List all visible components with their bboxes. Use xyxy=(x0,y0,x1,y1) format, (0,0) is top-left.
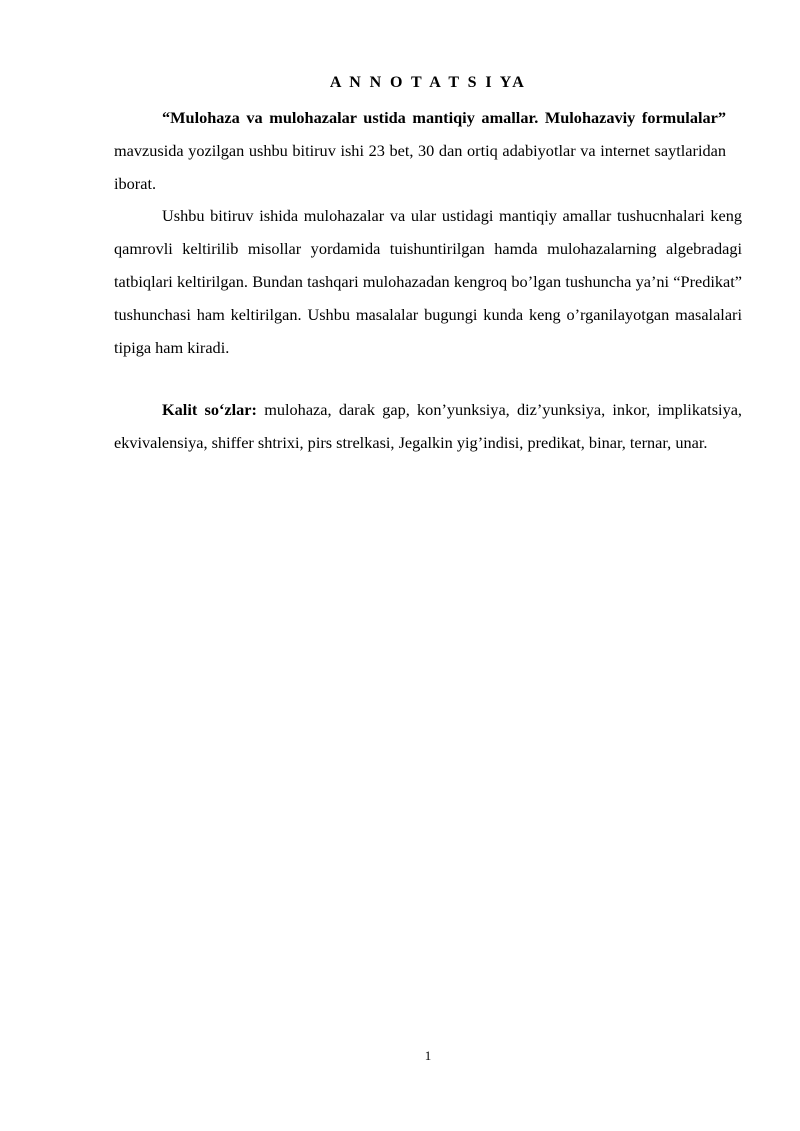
description-paragraph: Ushbu bitiruv ishida mulohazalar va ular ustidagi mantiqiy amallar tushucnhalari keng qamrovli keltirilib misollar yordamida tuishuntirilgan hamda mulohazalarning algebradagi tatbiqlari keltirilgan. Bundan tashqari mulohazadan kengroq bo’lgan tushuncha ya’ni “Predikat” tushunchasi ham keltirilgan. Ushbu masalalar bugungi kunda keng o’rganilayotgan masalalari tipiga ham kiradi. xyxy=(114,206,742,357)
keywords-paragraph xyxy=(114,393,742,459)
keywords-label: Kalit so‘zlar: xyxy=(162,400,257,419)
thesis-title: “Mulohaza va mulohazalar ustida mantiqiy amallar. Mulohazaviy formulalar” xyxy=(162,108,726,127)
keywords-list: mulohaza, darak gap, kon’yunksiya, diz’yunksiya, inkor, implikatsiya, ekvivalensiya, shiffer shtrixi, pirs strelkasi, Jegalkin yig’indisi, predikat, binar, ternar, unar. xyxy=(114,400,743,452)
page-title: A N N O T A T S I YA xyxy=(329,74,527,91)
intro-paragraph xyxy=(114,101,726,200)
intro-text: mavzusida yozilgan ushbu bitiruv ishi 23 bet, 30 dan ortiq adabiyotlar va internet saytlaridan iborat. xyxy=(114,141,726,193)
page-number: 1 xyxy=(424,1048,432,1063)
